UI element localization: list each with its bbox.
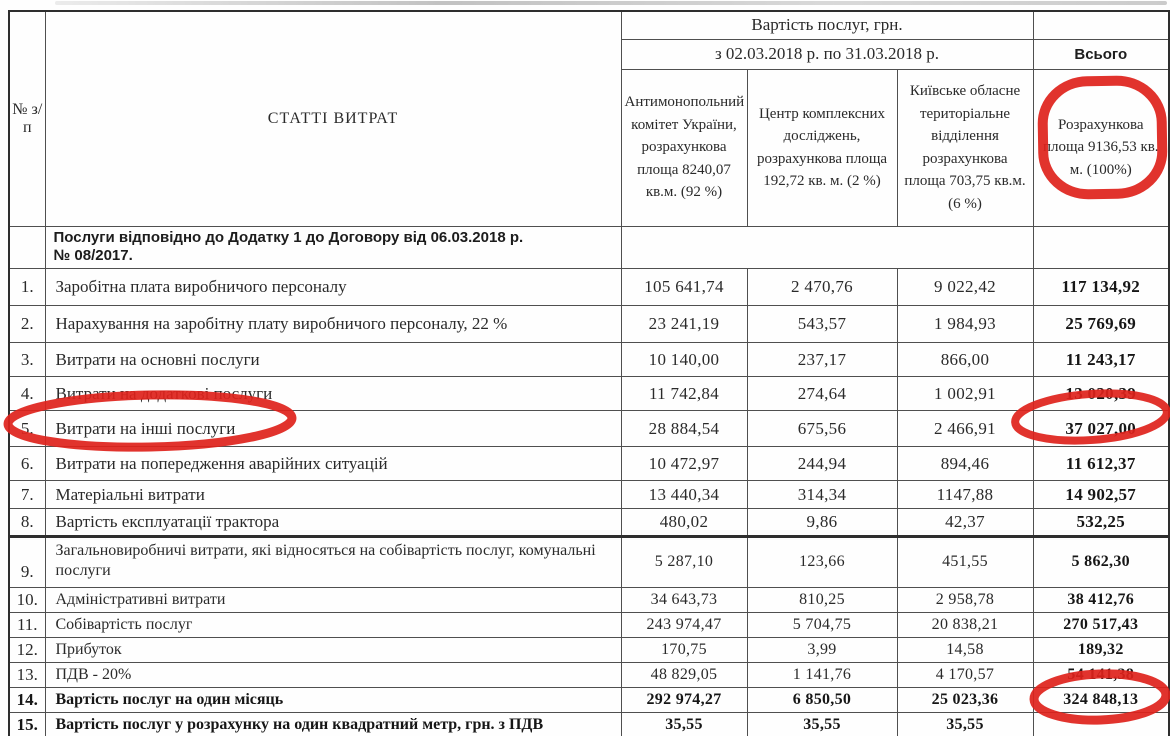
expense-label-cell: Вартість послуг у розрахунку на один квадратний метр, грн. з ПДВ <box>45 712 621 736</box>
value-cell-antimonopoly: 13 440,34 <box>621 481 747 509</box>
total-value-cell: 38 412,76 <box>1033 587 1169 612</box>
table-row <box>9 662 1169 687</box>
total-value-cell: 14 902,57 <box>1033 481 1169 509</box>
value-cell-research-center: 1 141,76 <box>747 662 897 687</box>
value-cell-kyiv-branch: 894,46 <box>897 447 1033 481</box>
table-row <box>9 447 1169 481</box>
table-row <box>9 306 1169 343</box>
row-number-cell: 7. <box>9 481 45 509</box>
value-cell-research-center: 810,25 <box>747 587 897 612</box>
expense-label-cell: Нарахування на заробітну плату виробничого персоналу, 22 % <box>45 306 621 343</box>
total-value-cell <box>1033 712 1169 736</box>
table-row <box>9 509 1169 536</box>
expense-label-cell: ПДВ - 20% <box>45 662 621 687</box>
contract-subtitle <box>45 226 621 269</box>
total-value-cell: 532,25 <box>1033 509 1169 536</box>
table-row <box>9 587 1169 612</box>
subtitle-row <box>9 226 1169 269</box>
row-number-cell: 13. <box>9 662 45 687</box>
table-row <box>9 377 1169 411</box>
value-cell-research-center: 2 470,76 <box>747 269 897 306</box>
value-cell-antimonopoly: 480,02 <box>621 509 747 536</box>
total-value-cell: 25 769,69 <box>1033 306 1169 343</box>
expense-label-cell: Прибуток <box>45 637 621 662</box>
total-value-cell: 54 141,38 <box>1033 662 1169 687</box>
org-header-kyiv-branch: Київське обласне територіальне відділення розрахункова площа 703,75 кв.м. (6 %) <box>897 69 1033 226</box>
expense-label-cell: Заробітна плата виробничого персоналу <box>45 269 621 306</box>
value-cell-antimonopoly: 35,55 <box>621 712 747 736</box>
value-cell-antimonopoly: 105 641,74 <box>621 269 747 306</box>
value-cell-antimonopoly: 34 643,73 <box>621 587 747 612</box>
total-value-cell: 11 612,37 <box>1033 447 1169 481</box>
table-row <box>9 687 1169 712</box>
row-number-cell: 8. <box>9 509 45 536</box>
value-cell-research-center: 314,34 <box>747 481 897 509</box>
total-value-cell: 5 862,30 <box>1033 537 1169 587</box>
value-cell-antimonopoly: 28 884,54 <box>621 411 747 447</box>
table-body-upper <box>9 269 1169 536</box>
value-cell-antimonopoly: 5 287,10 <box>621 537 747 587</box>
empty-values-cell <box>621 226 1033 269</box>
org-header-antimonopoly: Антимонопольний комітет України, розрахункова площа 8240,07 кв.м. (92 %) <box>621 69 747 226</box>
contract-subtitle-line2: № 08/2017. <box>53 247 133 265</box>
total-value-cell: 117 134,92 <box>1033 269 1169 306</box>
value-cell-research-center: 543,57 <box>747 306 897 343</box>
total-value-cell: 189,32 <box>1033 637 1169 662</box>
empty-header-cell <box>1033 11 1169 39</box>
expense-label-cell: Вартість експлуатації трактора <box>45 509 621 536</box>
table-row <box>9 343 1169 377</box>
value-cell-research-center: 274,64 <box>747 377 897 411</box>
expense-label-cell: Загальновиробничі витрати, які відносяться на собівартість послуг, комунальні послуги <box>45 537 621 587</box>
total-value-cell: 270 517,43 <box>1033 612 1169 637</box>
value-cell-kyiv-branch: 2 958,78 <box>897 587 1033 612</box>
value-cell-kyiv-branch: 35,55 <box>897 712 1033 736</box>
scan-artifact <box>55 1 1167 5</box>
row-number-cell: 4. <box>9 377 45 411</box>
value-cell-antimonopoly: 48 829,05 <box>621 662 747 687</box>
row-number-cell: 5. <box>9 411 45 447</box>
table-row <box>9 537 1169 587</box>
value-cell-kyiv-branch: 2 466,91 <box>897 411 1033 447</box>
row-number-cell: 14. <box>9 687 45 712</box>
expense-label-cell: Вартість послуг на один місяць <box>45 687 621 712</box>
cost-table-lower <box>8 536 1170 736</box>
row-number-cell: 9. <box>9 537 45 587</box>
row-number-cell: 6. <box>9 447 45 481</box>
expense-label-cell: Витрати на інші послуги <box>45 411 621 447</box>
row-number-cell: 11. <box>9 612 45 637</box>
total-value-cell: 11 243,17 <box>1033 343 1169 377</box>
value-cell-kyiv-branch: 451,55 <box>897 537 1033 587</box>
value-cell-antimonopoly: 11 742,84 <box>621 377 747 411</box>
row-number-cell: 10. <box>9 587 45 612</box>
contract-subtitle-line1: Послуги відповідно до Додатку 1 до Договору від 06.03.2018 р. <box>53 228 524 246</box>
value-cell-antimonopoly: 292 974,27 <box>621 687 747 712</box>
cost-table-upper <box>8 10 1170 537</box>
row-number-cell: 1. <box>9 269 45 306</box>
value-cell-research-center: 6 850,50 <box>747 687 897 712</box>
value-cell-research-center: 5 704,75 <box>747 612 897 637</box>
value-cell-research-center: 123,66 <box>747 537 897 587</box>
value-cell-antimonopoly: 23 241,19 <box>621 306 747 343</box>
value-cell-kyiv-branch: 1 984,93 <box>897 306 1033 343</box>
value-cell-kyiv-branch: 42,37 <box>897 509 1033 536</box>
value-cell-research-center: 3,99 <box>747 637 897 662</box>
expense-label-cell: Матеріальні витрати <box>45 481 621 509</box>
value-cell-kyiv-branch: 866,00 <box>897 343 1033 377</box>
table-row <box>9 612 1169 637</box>
table-row <box>9 637 1169 662</box>
table-row <box>9 411 1169 447</box>
value-cell-antimonopoly: 10 472,97 <box>621 447 747 481</box>
period-header: з 02.03.2018 р. по 31.03.2018 р. <box>621 39 1033 69</box>
row-number-cell: 3. <box>9 343 45 377</box>
value-cell-kyiv-branch: 1 002,91 <box>897 377 1033 411</box>
table-row <box>9 481 1169 509</box>
value-cell-kyiv-branch: 20 838,21 <box>897 612 1033 637</box>
cost-title-header: Вартість послуг, грн. <box>621 11 1033 39</box>
value-cell-kyiv-branch: 25 023,36 <box>897 687 1033 712</box>
value-cell-antimonopoly: 243 974,47 <box>621 612 747 637</box>
value-cell-kyiv-branch: 1147,88 <box>897 481 1033 509</box>
expense-label-cell: Витрати на додаткові послуги <box>45 377 621 411</box>
total-value-cell: 37 027,00 <box>1033 411 1169 447</box>
table-row <box>9 269 1169 306</box>
total-value-cell: 324 848,13 <box>1033 687 1169 712</box>
value-cell-kyiv-branch: 9 022,42 <box>897 269 1033 306</box>
empty-number-cell <box>9 226 45 269</box>
expense-label-cell: Витрати на основні послуги <box>45 343 621 377</box>
expense-label-cell: Собівартість послуг <box>45 612 621 637</box>
org-header-research-center: Центр комплексних досліджень, розрахункова площа 192,72 кв. м. (2 %) <box>747 69 897 226</box>
empty-total-cell <box>1033 226 1169 269</box>
value-cell-kyiv-branch: 14,58 <box>897 637 1033 662</box>
column-header-items: СТАТТІ ВИТРАТ <box>45 11 621 226</box>
value-cell-kyiv-branch: 4 170,57 <box>897 662 1033 687</box>
total-column-header: Всього <box>1033 39 1169 69</box>
value-cell-research-center: 9,86 <box>747 509 897 536</box>
value-cell-research-center: 244,94 <box>747 447 897 481</box>
row-number-cell: 2. <box>9 306 45 343</box>
value-cell-research-center: 237,17 <box>747 343 897 377</box>
value-cell-antimonopoly: 10 140,00 <box>621 343 747 377</box>
value-cell-research-center: 35,55 <box>747 712 897 736</box>
value-cell-antimonopoly: 170,75 <box>621 637 747 662</box>
value-cell-research-center: 675,56 <box>747 411 897 447</box>
table-row <box>9 712 1169 736</box>
column-header-number: № з/п <box>9 11 45 226</box>
row-number-cell: 12. <box>9 637 45 662</box>
row-number-cell: 15. <box>9 712 45 736</box>
total-value-cell: 13 020,39 <box>1033 377 1169 411</box>
expense-label-cell: Витрати на попередження аварійних ситуацій <box>45 447 621 481</box>
expense-label-cell: Адміністративні витрати <box>45 587 621 612</box>
org-header-total-area: Розрахункова площа 9136,53 кв. м. (100%) <box>1033 69 1169 226</box>
table-body-lower <box>9 537 1169 736</box>
